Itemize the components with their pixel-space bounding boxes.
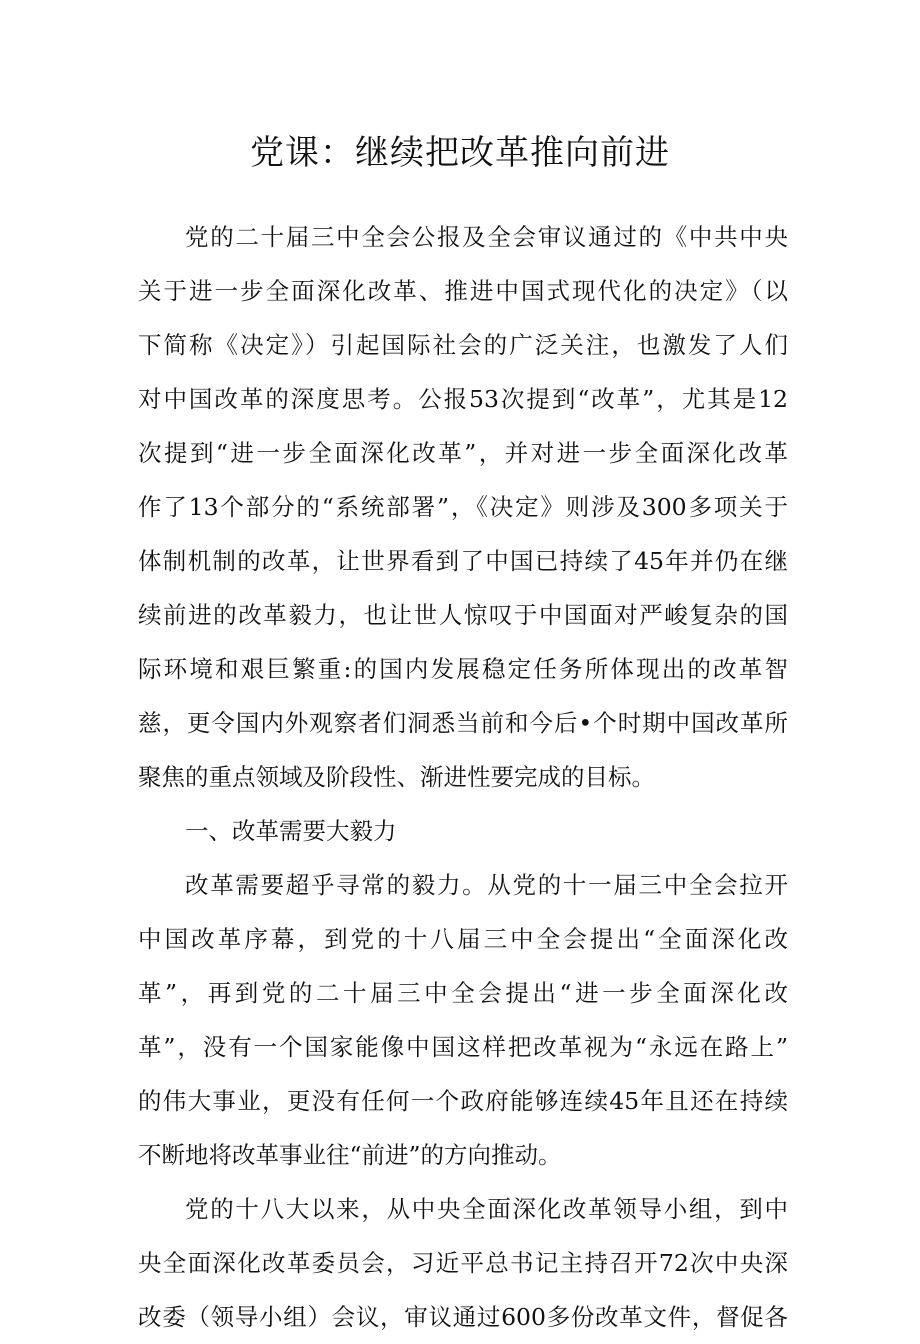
paragraph-line: 改革需要超乎寻常的毅力。从党的十一届三中全会拉开 (185, 871, 788, 899)
paragraph-line: 党的十八大以来，从中央全面深化改革领导小组，到中 (185, 1195, 788, 1223)
paragraph-line: 央全面深化改革委员会，习近平总书记主持召开72次中央深 (138, 1249, 788, 1277)
paragraph-line: 中国改革序幕，到党的十八届三中全会提出“全面深化改 (138, 925, 788, 953)
paragraph-line: 的伟大事业，更没有任何一个政府能够连续45年且还在持续 (138, 1087, 788, 1115)
paragraph-line: 次提到“进一步全面深化改革”，并对进一步全面深化改革 (138, 439, 788, 467)
paragraph-line: 聚焦的重点领域及阶段性、渐进性要完成的目标。 (138, 763, 655, 791)
paragraph-line: 续前进的改革毅力，也让世人惊叹于中国面对严峻复杂的国 (138, 601, 788, 629)
paragraph-line: 不断地将改革事业往“前进”的方向推动。 (138, 1141, 562, 1169)
document-body (138, 210, 788, 1344)
document-title: 党课：继续把改革推向前进 (250, 133, 670, 173)
paragraph-line: 际环境和艰巨繁重:的国内发展稳定任务所体现出的改革智 (138, 655, 788, 683)
paragraph-line: 对中国改革的深度思考。公报53次提到“改革”，尤其是12 (138, 385, 788, 413)
paragraph-line: 体制机制的改革，让世界看到了中国已持续了45年并仍在继 (138, 547, 788, 575)
paragraph-line: 革”，没有一个国家能像中国这样把改革视为“永远在路上” (138, 1033, 788, 1061)
paragraph-line: 革”，再到党的二十届三中全会提出“进一步全面深化改 (138, 979, 788, 1007)
paragraph-line: 党的二十届三中全会公报及全会审议通过的《中共中央 (185, 223, 788, 251)
paragraph-line: 作了13个部分的“系统部署”，《决定》则涉及300多项关于 (138, 493, 788, 521)
paragraph-line: 改委（领导小组）会议，审议通过600多份改革文件，督促各 (138, 1303, 788, 1331)
paragraph-line: 下简称《决定》）引起国际社会的广泛关注，也激发了人们 (138, 331, 788, 359)
paragraph-line: 慈，更令国内外观察者们洞悉当前和今后•个时期中国改革所 (138, 709, 788, 737)
section-heading: 一、改革需要大毅力 (185, 817, 397, 845)
paragraph-line: 关于进一步全面深化改革、推进中国式现代化的决定》（以 (138, 277, 788, 305)
